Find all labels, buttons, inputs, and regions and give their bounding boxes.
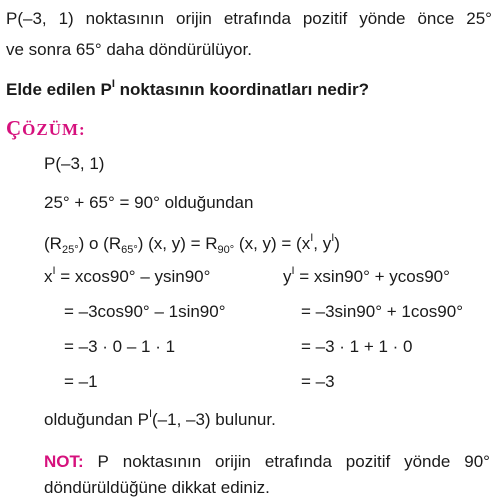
note-word: yönde [404, 452, 451, 471]
angle-subscript: 90° [217, 244, 235, 256]
angle-subscript: 65° [121, 244, 138, 256]
angle-subscript: 25° [61, 244, 79, 256]
prime-mark: I [52, 265, 56, 277]
question-pre: Elde edilen P [6, 80, 112, 99]
x-row-3: = –3 · 0 – 1 · 1 [64, 337, 176, 356]
solution-heading-cap: Ç [6, 116, 23, 140]
solution-heading [6, 118, 86, 140]
prime-mark: I [291, 265, 295, 277]
x-row-1 [44, 267, 210, 287]
y-row-2: = –3sin90° + 1cos90° [301, 302, 463, 321]
problem-word: yönde [359, 9, 406, 28]
problem-line-2: ve sonra 65° daha döndürülüyor. [6, 40, 252, 59]
problem-line-1 [6, 9, 492, 29]
y-formula: = xsin90° + ycos90° [294, 267, 450, 286]
note-word: noktasının [122, 452, 202, 471]
problem-word: noktasının [85, 9, 165, 28]
solution-heading-rest: ÖZÜM: [22, 120, 86, 139]
note-word: orijin [215, 452, 251, 471]
y-row-4: = –3 [301, 372, 335, 391]
note-line-2: döndürüldüğüne dikkat ediniz. [44, 478, 270, 497]
result-post: (–1, –3) bulunur. [152, 410, 276, 429]
note-word: pozitif [345, 452, 391, 471]
eq-text: (x, y) = (x [234, 234, 311, 253]
result-pre: olduğundan P [44, 410, 149, 429]
eq-text: ) [334, 234, 340, 253]
angle-sum: 25° + 65° = 90° olduğundan [44, 193, 254, 212]
y-row-1 [283, 267, 450, 287]
question-post: noktasının koordinatları nedir? [114, 80, 369, 99]
note-label: NOT: [44, 452, 84, 471]
x-row-4: = –1 [64, 372, 98, 391]
y-var: y [283, 267, 292, 286]
problem-word: pozitif [302, 9, 348, 28]
eq-text: ) (x, y) = R [137, 234, 218, 253]
note-line-1 [44, 452, 490, 472]
note-word: etrafında [264, 452, 332, 471]
composition-equation [44, 234, 340, 254]
x-formula: = xcos90° – ysin90° [55, 267, 211, 286]
note-word: P [97, 452, 109, 471]
y-row-3: = –3 · 1 + 1 · 0 [301, 337, 413, 356]
problem-word: 1) [58, 9, 74, 28]
eq-text: ) o (R [78, 234, 122, 253]
x-var: x [44, 267, 53, 286]
eq-text: (R [44, 234, 62, 253]
problem-word: orijin [175, 9, 212, 28]
prime-mark: I [310, 232, 314, 244]
question [6, 80, 369, 100]
problem-word: önce [417, 9, 455, 28]
result-line [44, 410, 276, 430]
given-point: P(–3, 1) [44, 154, 105, 173]
note-word: 90° [464, 452, 490, 471]
problem-word: P(–3, [6, 9, 47, 28]
prime-mark: I [111, 78, 115, 90]
problem-word: etrafında [223, 9, 291, 28]
problem-word: 25° [466, 9, 492, 28]
x-row-2: = –3cos90° – 1sin90° [64, 302, 226, 321]
eq-text: , y [313, 234, 332, 253]
prime-mark: I [331, 232, 335, 244]
prime-mark: I [148, 408, 152, 420]
